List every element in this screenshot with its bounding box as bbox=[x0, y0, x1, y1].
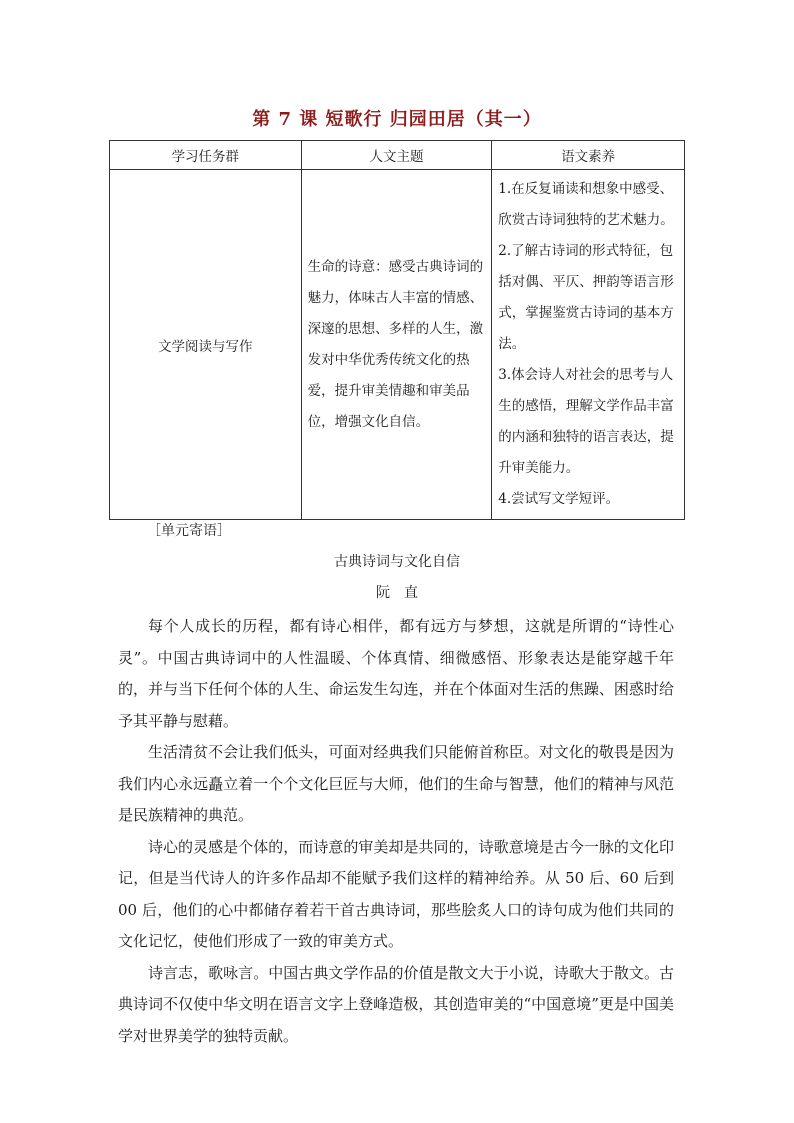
humanistic-theme-cell: 生命的诗意：感受古典诗词的魅力，体味古人丰富的情感、深邃的思想、多样的人生，激发对中华优秀传统文化的热爱，提升审美情趣和审美品位，增强文化自信。 bbox=[301, 170, 492, 520]
header-task-group: 学习任务群 bbox=[110, 141, 302, 170]
table-row bbox=[110, 170, 685, 520]
essay-paragraph: 诗言志，歌咏言。中国古典文学作品的价值是散文大于小说，诗歌大于散文。古典诗词不仅使中华文明在语言文字上登峰造极，其创造审美的“中国意境”更是中国美学对世界美学的独特贡献。 bbox=[118, 963, 674, 1045]
essay-paragraph: 生活清贫不会让我们低头，可面对经典我们只能俯首称臣。对文化的敬畏是因为我们内心永远矗立着一个个文化巨匠与大师，他们的生命与智慧，他们的精神与风范是民族精神的典范。 bbox=[118, 743, 674, 824]
essay-author: 阮直 bbox=[376, 585, 432, 601]
essay-paragraph: 诗心的灵感是个体的，而诗意的审美却是共同的，诗歌意境是古今一脉的文化印记，但是当代诗人的许多作品却不能赋予我们这样的精神给养。从 50 后、60 后到 00 后，他们的心中都储存着若干首古典诗词，那些脍炙人口的诗句成为他们共同的文化记忆，使他们形成了一致的审美方式。 bbox=[118, 837, 674, 950]
lesson-title: 第 7 课 短歌行 归园田居（其一） bbox=[252, 109, 542, 130]
table-header-row bbox=[110, 141, 685, 170]
literacy-item: 4.尝试写文学短评。 bbox=[498, 491, 620, 507]
essay-title: 古典诗词与文化自信 bbox=[334, 554, 460, 570]
unit-message-label: ［单元寄语］ bbox=[147, 523, 231, 539]
task-group-cell: 文学阅读与写作 bbox=[110, 170, 302, 520]
essay-paragraph: 每个人成长的历程，都有诗心相伴，都有远方与梦想，这就是所谓的“诗性心灵”。中国古典诗词中的人性温暖、个体真情、细微感悟、形象表达是能穿越千年的，并与当下任何个体的人生、命运发生勾连，并在个体面对生活的焦躁、困惑时给予其平静与慰藉。 bbox=[118, 617, 674, 730]
literacy-item: 2.了解古诗词的形式特征，包括对偶、平仄、押韵等语言形式，掌握鉴赏古诗词的基本方法。 bbox=[498, 243, 674, 352]
learning-outcomes-table bbox=[109, 140, 685, 520]
header-humanistic-theme: 人文主题 bbox=[301, 141, 492, 170]
literacy-cell bbox=[492, 170, 685, 520]
literacy-item: 1.在反复诵读和想象中感受、欣赏古诗词独特的艺术魅力。 bbox=[498, 181, 674, 228]
header-literacy: 语文素养 bbox=[492, 141, 685, 170]
essay-body bbox=[118, 611, 674, 1052]
literacy-item: 3.体会诗人对社会的思考与人生的感悟，理解文学作品丰富的内涵和独特的语言表达，提升审美能力。 bbox=[498, 367, 674, 476]
